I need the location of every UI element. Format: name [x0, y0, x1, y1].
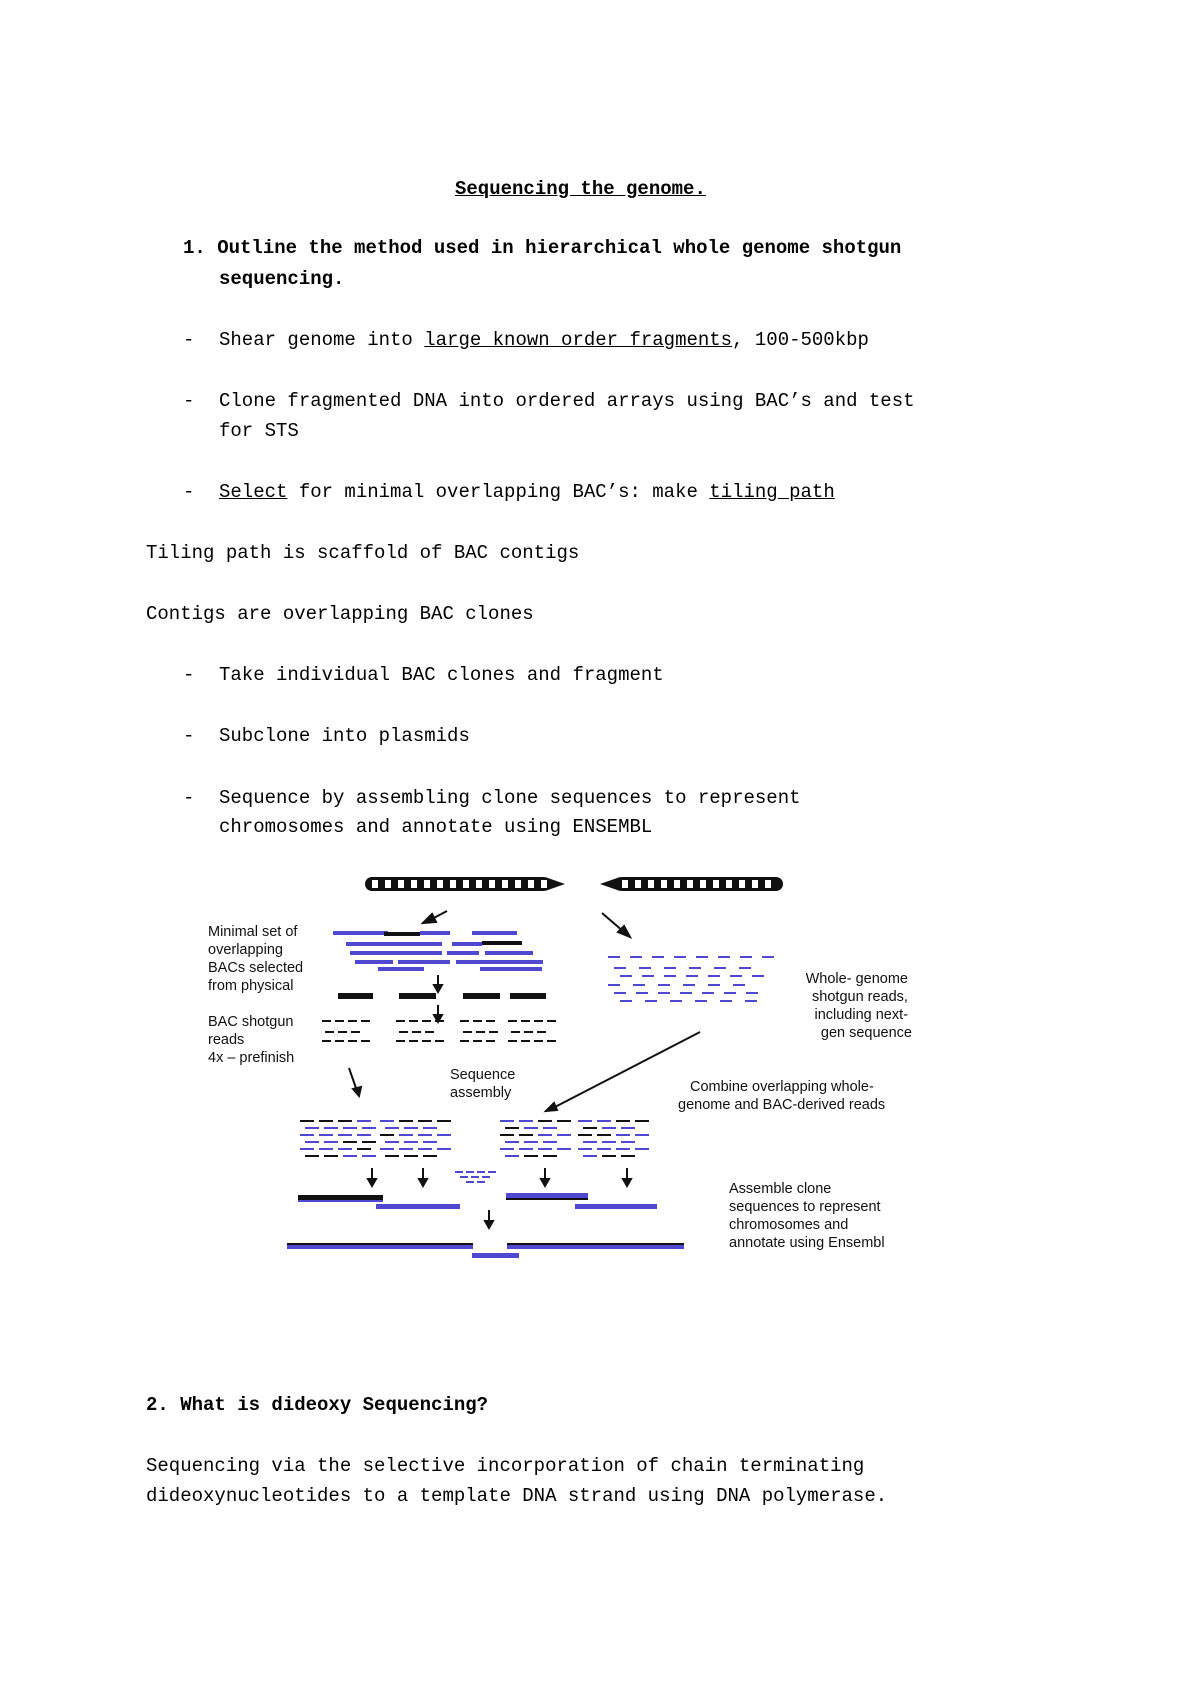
- assembly-read: [300, 1134, 314, 1136]
- bullet-text: , 100-500kbp: [732, 329, 869, 351]
- assembly-read: [505, 1141, 519, 1143]
- chromosome-band: [674, 880, 680, 888]
- assembly-read: [319, 1134, 333, 1136]
- question-1-number: 1.: [183, 237, 206, 259]
- wgs-read: [733, 984, 745, 986]
- arrowhead: [368, 1179, 376, 1186]
- assembly-read: [399, 1134, 413, 1136]
- assembly-read: [635, 1120, 649, 1122]
- assembly-read: [524, 1155, 538, 1157]
- bullet-marker: -: [183, 481, 195, 503]
- assembly-read: [418, 1148, 432, 1150]
- bac-shotgun-reads: [322, 1020, 556, 1042]
- assembly-read: [319, 1148, 333, 1150]
- assembly-read: [385, 1155, 399, 1157]
- assembly-read: [362, 1141, 376, 1143]
- chromosome-band: [450, 880, 456, 888]
- assembly-read: [362, 1127, 376, 1129]
- assembly-read: [385, 1127, 399, 1129]
- page-title: Sequencing the genome.: [455, 178, 706, 200]
- arrowhead: [541, 1179, 549, 1186]
- shotgun-read: [325, 1031, 334, 1033]
- underlined-phrase: tiling path: [709, 481, 835, 503]
- assembly-read: [602, 1141, 616, 1143]
- wgs-read: [724, 992, 736, 994]
- assembly-read: [305, 1155, 319, 1157]
- assembly-read: [300, 1120, 314, 1122]
- wgs-read: [642, 975, 654, 977]
- chromosome-band: [411, 880, 417, 888]
- chromosome-band: [463, 880, 469, 888]
- assembly-read: [380, 1134, 394, 1136]
- answer-2-line2: dideoxynucleotides to a template DNA strand using DNA polymerase.: [146, 1485, 888, 1507]
- wgs-read: [746, 992, 758, 994]
- assembly-read: [557, 1120, 571, 1122]
- chromosome-band: [476, 880, 482, 888]
- chromosome-band: [739, 880, 745, 888]
- assembly-read: [423, 1155, 437, 1157]
- shotgun-read: [547, 1020, 556, 1022]
- chromosome-band: [765, 880, 771, 888]
- chromosome-band: [661, 880, 667, 888]
- selected-bacs: [338, 993, 546, 999]
- assembly-read: [343, 1155, 357, 1157]
- assembly-read: [583, 1141, 597, 1143]
- assembly-read: [343, 1127, 357, 1129]
- shotgun-read: [460, 1040, 469, 1042]
- assembly-read: [338, 1134, 352, 1136]
- arrowhead: [546, 1103, 557, 1111]
- assembly-read: [399, 1120, 413, 1122]
- bullet-sequence-line2: chromosomes and annotate using ENSEMBL: [219, 816, 653, 838]
- assembly-read: [477, 1181, 485, 1183]
- assembly-read: [399, 1148, 413, 1150]
- assembly-read: [621, 1155, 635, 1157]
- assembly-read: [616, 1134, 630, 1136]
- chromosome-ideogram: [365, 877, 783, 891]
- shotgun-read: [335, 1020, 344, 1022]
- wgs-read: [608, 984, 620, 986]
- shotgun-read: [521, 1020, 530, 1022]
- assembly-read: [404, 1141, 418, 1143]
- shotgun-read: [547, 1040, 556, 1042]
- wgs-read: [633, 984, 645, 986]
- shotgun-read: [348, 1020, 357, 1022]
- assembly-read: [519, 1148, 533, 1150]
- assembly-read: [635, 1148, 649, 1150]
- chromosome-band: [528, 880, 534, 888]
- sequence-assembly-clusters: [300, 1120, 649, 1183]
- assembly-read: [423, 1141, 437, 1143]
- assembly-read: [557, 1148, 571, 1150]
- assembly-read: [500, 1148, 514, 1150]
- shotgun-read: [508, 1020, 517, 1022]
- shotgun-read: [351, 1031, 360, 1033]
- assembly-read: [597, 1120, 611, 1122]
- assembly-read: [635, 1134, 649, 1136]
- assembly-read: [324, 1127, 338, 1129]
- wgs-read: [686, 975, 698, 977]
- assembly-read: [357, 1120, 371, 1122]
- shotgun-read: [422, 1020, 431, 1022]
- shotgun-read: [435, 1020, 444, 1022]
- chromosome-band: [648, 880, 654, 888]
- assembly-read: [602, 1127, 616, 1129]
- chromosome-band: [372, 880, 378, 888]
- wgs-read: [762, 956, 774, 958]
- bullet-marker: -: [183, 390, 195, 412]
- assembly-read: [319, 1120, 333, 1122]
- shotgun-read: [322, 1040, 331, 1042]
- assembly-read: [404, 1127, 418, 1129]
- wgs-read: [708, 984, 720, 986]
- assembly-read: [524, 1141, 538, 1143]
- shotgun-read: [511, 1031, 520, 1033]
- assembled-contigs: [287, 1193, 684, 1258]
- chromosome-band: [398, 880, 404, 888]
- bullet-take-clones: Take individual BAC clones and fragment: [219, 664, 664, 686]
- assembly-read: [557, 1134, 571, 1136]
- wgs-read: [695, 1000, 707, 1002]
- bullet-shear-genome: [219, 328, 869, 352]
- chromosome-band: [385, 880, 391, 888]
- wgs-read: [614, 992, 626, 994]
- assembly-read: [357, 1134, 371, 1136]
- assembly-read: [305, 1141, 319, 1143]
- shotgun-read: [396, 1020, 405, 1022]
- chromosome-band: [687, 880, 693, 888]
- assembly-read: [362, 1155, 376, 1157]
- assembly-read: [380, 1120, 394, 1122]
- label-minimal-set: Minimal set of overlapping BACs selected from physical: [208, 924, 304, 994]
- assembly-read: [621, 1141, 635, 1143]
- shotgun-read: [348, 1040, 357, 1042]
- bullet-clone-line1: Clone fragmented DNA into ordered arrays using BAC’s and test: [219, 390, 915, 412]
- assembly-read: [338, 1120, 352, 1122]
- assembly-read: [578, 1120, 592, 1122]
- assembly-read: [466, 1181, 474, 1183]
- assembly-read: [305, 1127, 319, 1129]
- chromosome-band: [515, 880, 521, 888]
- arrowhead: [423, 914, 436, 923]
- assembly-read: [500, 1134, 514, 1136]
- chromosome-band: [541, 880, 547, 888]
- underlined-phrase: large known order fragments: [424, 329, 733, 351]
- shotgun-read: [460, 1020, 469, 1022]
- wgs-read: [608, 956, 620, 958]
- shotgun-read: [486, 1020, 495, 1022]
- wgs-read: [714, 967, 726, 969]
- assembly-read: [621, 1127, 635, 1129]
- assembly-read: [500, 1120, 514, 1122]
- label-sequence-assembly: Sequence assembly: [450, 1067, 516, 1101]
- wgs-read: [720, 1000, 732, 1002]
- shotgun-read: [473, 1040, 482, 1042]
- assembly-read: [455, 1171, 463, 1173]
- chromosome-band: [424, 880, 430, 888]
- assembly-read: [437, 1120, 451, 1122]
- wgs-read: [708, 975, 720, 977]
- shotgun-read: [412, 1031, 421, 1033]
- shotgun-read: [335, 1040, 344, 1042]
- assembly-read: [343, 1141, 357, 1143]
- wgs-read: [664, 967, 676, 969]
- assembly-read: [505, 1155, 519, 1157]
- assembly-read: [385, 1141, 399, 1143]
- underlined-phrase: Select: [219, 481, 288, 503]
- question-1-text-line1: Outline the method used in hierarchical whole genome shotgun: [217, 237, 902, 259]
- paragraph-contigs: Contigs are overlapping BAC clones: [146, 603, 534, 625]
- assembly-read: [437, 1134, 451, 1136]
- chromosome-band: [502, 880, 508, 888]
- assembly-read: [357, 1148, 371, 1150]
- label-whole-genome: Whole- genome shotgun reads, including next- gen sequence: [805, 971, 912, 1041]
- assembly-read: [324, 1155, 338, 1157]
- label-bac-shotgun: BAC shotgun reads 4x – prefinish: [208, 1014, 295, 1066]
- wgs-read: [652, 956, 664, 958]
- chromosome-band: [726, 880, 732, 888]
- assembly-read: [578, 1134, 592, 1136]
- wgs-read: [740, 956, 752, 958]
- assembly-read: [418, 1120, 432, 1122]
- wgs-read: [620, 1000, 632, 1002]
- wgs-read: [658, 992, 670, 994]
- question-1: [183, 236, 901, 260]
- shotgun-read: [537, 1031, 546, 1033]
- shotgun-read: [463, 1031, 472, 1033]
- wgs-read: [730, 975, 742, 977]
- chromosome-band: [437, 880, 443, 888]
- assembly-read: [418, 1134, 432, 1136]
- chromosome-band: [489, 880, 495, 888]
- shotgun-read: [508, 1040, 517, 1042]
- answer-2-line1: Sequencing via the selective incorporation of chain terminating: [146, 1455, 865, 1477]
- assembly-read: [519, 1134, 533, 1136]
- wgs-read: [630, 956, 642, 958]
- label-combine: Combine overlapping whole- genome and BAC-derived reads: [678, 1079, 886, 1113]
- chromosome-band: [700, 880, 706, 888]
- bullet-clone-line2: for STS: [219, 420, 299, 442]
- wgs-read: [745, 1000, 757, 1002]
- bullet-marker: -: [183, 725, 195, 747]
- assembly-read: [380, 1148, 394, 1150]
- paragraph-tiling-path: Tiling path is scaffold of BAC contigs: [146, 542, 580, 564]
- assembly-read: [505, 1127, 519, 1129]
- wgs-read: [645, 1000, 657, 1002]
- wgs-read: [702, 992, 714, 994]
- chromosome-band: [635, 880, 641, 888]
- assembly-read: [616, 1148, 630, 1150]
- assembly-read: [423, 1127, 437, 1129]
- assembly-read: [471, 1176, 479, 1178]
- shotgun-read: [476, 1031, 485, 1033]
- wgs-read: [639, 967, 651, 969]
- assembly-read: [543, 1127, 557, 1129]
- shotgun-read: [486, 1040, 495, 1042]
- whole-genome-shotgun-reads: [608, 956, 774, 1002]
- assembly-read: [597, 1148, 611, 1150]
- shotgun-read: [361, 1020, 370, 1022]
- shotgun-read: [322, 1020, 331, 1022]
- bullet-marker: -: [183, 787, 195, 809]
- shotgun-read: [534, 1020, 543, 1022]
- chromosome-band: [752, 880, 758, 888]
- arrowhead: [419, 1179, 427, 1186]
- flow-arrows: [349, 911, 700, 1228]
- bullet-text: Shear genome into: [219, 329, 425, 351]
- shotgun-read: [534, 1040, 543, 1042]
- bac-minimal-set: [333, 931, 543, 971]
- wgs-read: [658, 984, 670, 986]
- assembly-read: [466, 1171, 474, 1173]
- assembly-read: [482, 1176, 490, 1178]
- chromosome-band: [713, 880, 719, 888]
- shotgun-read: [473, 1020, 482, 1022]
- wgs-read: [620, 975, 632, 977]
- bullet-select-tiling: [219, 480, 835, 504]
- assembly-read: [543, 1141, 557, 1143]
- assembly-read: [583, 1155, 597, 1157]
- label-assemble: Assemble clone sequences to represent chromosomes and annotate using Ensembl: [729, 1181, 885, 1251]
- wgs-read: [752, 975, 764, 977]
- assembly-read: [519, 1120, 533, 1122]
- shotgun-read: [409, 1020, 418, 1022]
- wgs-read: [614, 967, 626, 969]
- shotgun-read: [399, 1031, 408, 1033]
- wgs-read: [696, 956, 708, 958]
- assembly-read: [616, 1120, 630, 1122]
- wgs-read: [680, 992, 692, 994]
- wgs-read: [670, 1000, 682, 1002]
- bullet-marker: -: [183, 329, 195, 351]
- question-1-text-line2: sequencing.: [219, 268, 345, 290]
- wgs-read: [664, 975, 676, 977]
- arrowhead: [434, 985, 442, 992]
- shotgun-read: [425, 1031, 434, 1033]
- shotgun-read: [361, 1040, 370, 1042]
- assembly-read: [602, 1155, 616, 1157]
- assembly-read: [404, 1155, 418, 1157]
- wgs-read: [689, 967, 701, 969]
- shotgun-read: [435, 1040, 444, 1042]
- hierarchical-shotgun-diagram: [190, 865, 950, 1285]
- question-2: 2. What is dideoxy Sequencing?: [146, 1394, 489, 1416]
- assembly-read: [583, 1127, 597, 1129]
- assembly-read: [324, 1141, 338, 1143]
- assembly-read: [488, 1171, 496, 1173]
- shotgun-read: [422, 1040, 431, 1042]
- assembly-read: [477, 1171, 485, 1173]
- assembly-read: [597, 1134, 611, 1136]
- wgs-read: [739, 967, 751, 969]
- assembly-read: [538, 1134, 552, 1136]
- assembly-read: [538, 1148, 552, 1150]
- shotgun-read: [521, 1040, 530, 1042]
- assembly-read: [578, 1148, 592, 1150]
- shotgun-read: [338, 1031, 347, 1033]
- wgs-read: [636, 992, 648, 994]
- arrowhead: [623, 1179, 631, 1186]
- shotgun-read: [524, 1031, 533, 1033]
- shotgun-read: [409, 1040, 418, 1042]
- bullet-subclone: Subclone into plasmids: [219, 725, 470, 747]
- bullet-sequence-line1: Sequence by assembling clone sequences to represent: [219, 787, 801, 809]
- wgs-read: [718, 956, 730, 958]
- wgs-read: [674, 956, 686, 958]
- chromosome-band: [622, 880, 628, 888]
- assembly-read: [437, 1148, 451, 1150]
- assembly-read: [460, 1176, 468, 1178]
- assembly-read: [543, 1155, 557, 1157]
- assembly-read: [538, 1120, 552, 1122]
- arrowhead: [485, 1221, 493, 1228]
- arrowhead: [353, 1087, 361, 1096]
- shotgun-read: [396, 1040, 405, 1042]
- bullet-text: for minimal overlapping BAC’s: make: [287, 481, 710, 503]
- wgs-read: [683, 984, 695, 986]
- assembly-read: [338, 1148, 352, 1150]
- assembly-read: [300, 1148, 314, 1150]
- bullet-marker: -: [183, 664, 195, 686]
- assembly-read: [524, 1127, 538, 1129]
- shotgun-read: [489, 1031, 498, 1033]
